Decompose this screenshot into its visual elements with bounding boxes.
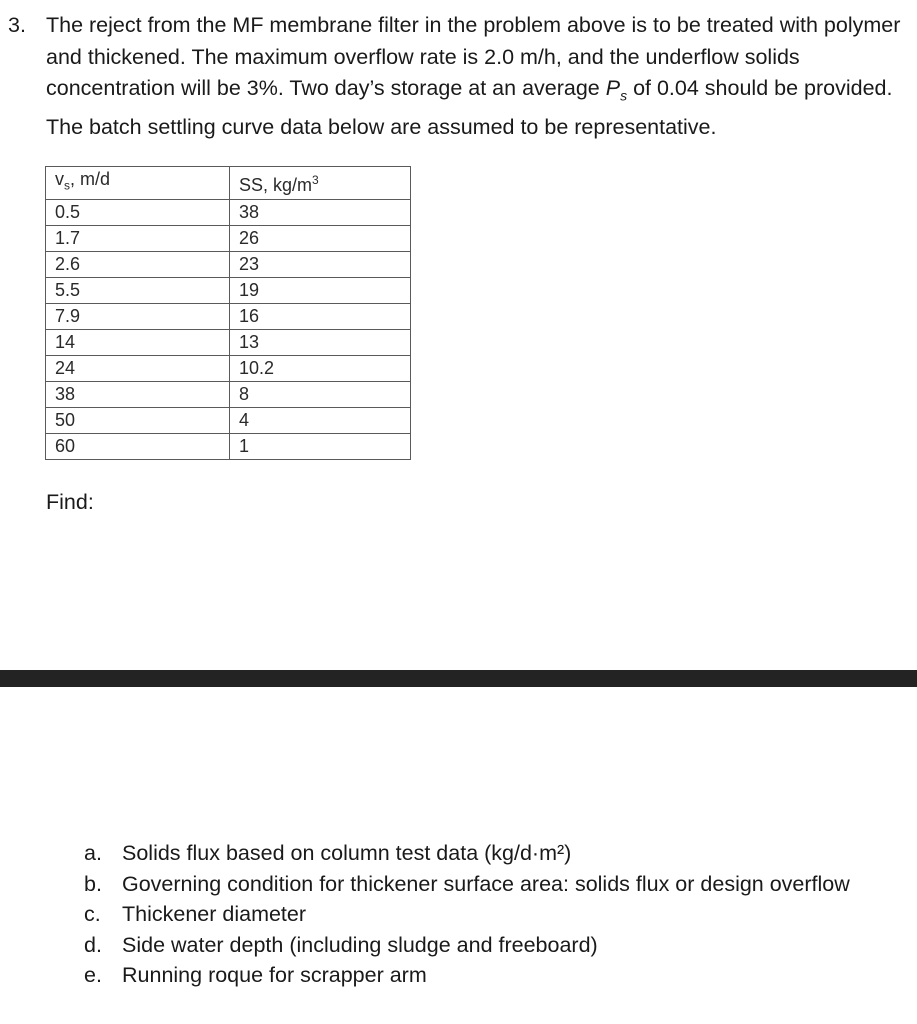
item-letter: c. xyxy=(84,902,101,927)
find-label: Find: xyxy=(46,490,94,514)
ps-symbol: P xyxy=(605,76,621,100)
table-row xyxy=(46,381,411,407)
cell-ss: 10.2 xyxy=(230,355,411,381)
cell-ss: 23 xyxy=(230,251,411,277)
problem-number: 3. xyxy=(8,13,26,37)
item-letter: e. xyxy=(84,963,102,988)
table-row xyxy=(46,433,411,459)
item-letter: d. xyxy=(84,932,102,957)
task-list xyxy=(84,838,850,991)
cell-vs: 7.9 xyxy=(46,303,230,329)
item-text: Running roque for scrapper arm xyxy=(122,963,427,988)
cell-vs: 2.6 xyxy=(46,251,230,277)
list-item xyxy=(84,960,850,991)
item-text: Thickener diameter xyxy=(122,902,307,927)
cell-vs: 24 xyxy=(46,355,230,381)
table-row xyxy=(46,251,411,277)
item-text: Solids flux based on column test data (kg/d·m²) xyxy=(122,841,572,865)
problem-text-part2: of 0.04 should be provided. The batch settling curve data below are assumed to be representative. xyxy=(46,76,893,139)
cell-vs: 5.5 xyxy=(46,277,230,303)
cell-vs: 14 xyxy=(46,329,230,355)
problem-text-part1: The reject from the MF membrane filter in the problem above is to be treated with polymer and thickened. The maximum overflow rate is 2.0 m/h, and the underflow solids concentration will be 3%. Two day’s storage at an average xyxy=(46,13,901,100)
ps-subscript: s xyxy=(620,87,628,104)
list-item xyxy=(84,930,850,961)
problem-text xyxy=(46,10,913,143)
item-text: Governing condition for thickener surface area: solids flux or design overflow xyxy=(122,871,850,896)
item-letter: b. xyxy=(84,871,102,896)
cell-vs: 38 xyxy=(46,381,230,407)
problem-statement xyxy=(8,10,913,143)
cell-ss: 8 xyxy=(230,381,411,407)
list-item xyxy=(84,899,850,930)
cell-ss: 38 xyxy=(230,199,411,225)
cell-vs: 50 xyxy=(46,407,230,433)
table-row xyxy=(46,355,411,381)
list-item xyxy=(84,838,850,869)
table-row xyxy=(46,225,411,251)
item-text: Side water depth (including sludge and freeboard) xyxy=(122,932,598,957)
cell-vs: 60 xyxy=(46,433,230,459)
header-vs: $v_s$, m/d xyxy=(46,167,230,200)
table-row xyxy=(46,199,411,225)
table-header-row xyxy=(46,167,411,200)
list-item xyxy=(84,869,850,900)
item-letter: a. xyxy=(84,841,102,865)
table-row xyxy=(46,277,411,303)
settling-data-table xyxy=(45,166,411,460)
cell-ss: 4 xyxy=(230,407,411,433)
cell-ss: 1 xyxy=(230,433,411,459)
table-row xyxy=(46,329,411,355)
cell-vs: 0.5 xyxy=(46,199,230,225)
cell-ss: 26 xyxy=(230,225,411,251)
header-ss: SS, $kg/m^3$ xyxy=(230,167,411,200)
page-divider xyxy=(0,670,917,687)
cell-ss: 19 xyxy=(230,277,411,303)
table-row xyxy=(46,407,411,433)
cell-vs: 1.7 xyxy=(46,225,230,251)
table-row xyxy=(46,303,411,329)
cell-ss: 13 xyxy=(230,329,411,355)
cell-ss: 16 xyxy=(230,303,411,329)
